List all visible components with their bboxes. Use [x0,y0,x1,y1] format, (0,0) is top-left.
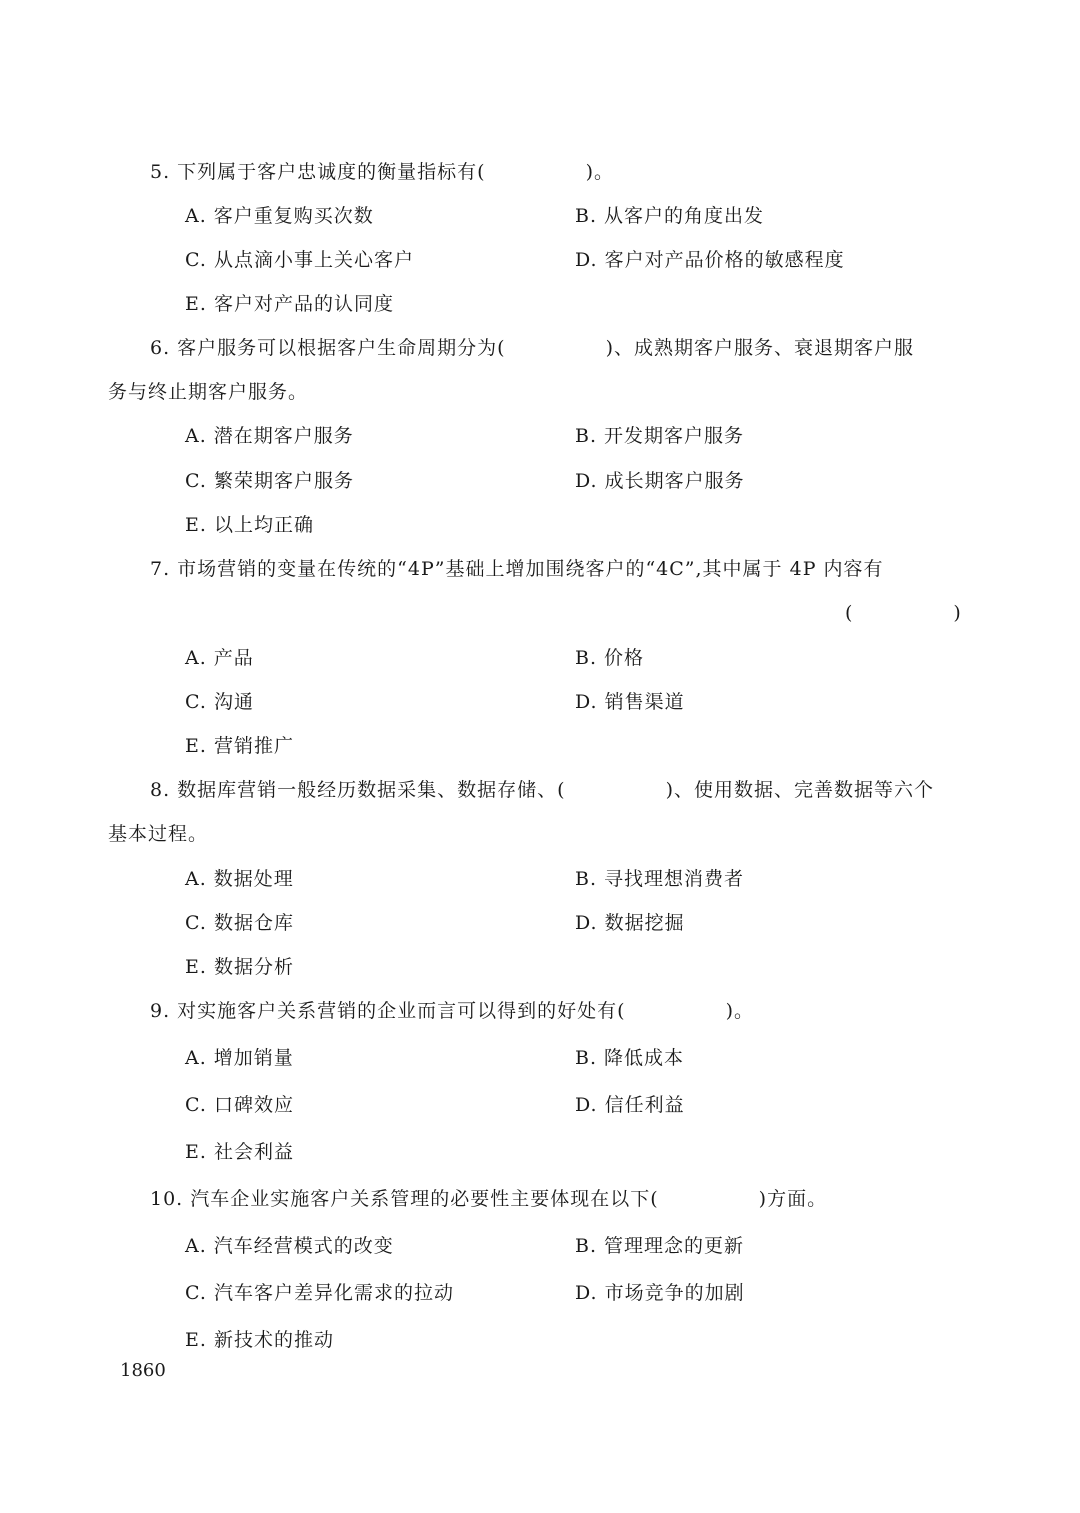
question-8-stem: 8. 数据库营销一般经历数据采集、数据存储、( )、使用数据、完善数据等六个 [150,779,934,801]
question-7-option-e: E. 营销推广 [185,735,294,757]
question-10-option-c: C. 汽车客户差异化需求的拉动 [185,1282,454,1304]
question-6-option-c: C. 繁荣期客户服务 [185,470,354,492]
question-7-stem: 7. 市场营销的变量在传统的“4P”基础上增加围绕客户的“4C”,其中属于 4P 内容有 [150,558,884,580]
question-9-option-d: D. 信任利益 [575,1094,685,1116]
question-5-option-c: C. 从点滴小事上关心客户 [185,249,414,271]
question-6-stem: 6. 客户服务可以根据客户生命周期分为( )、成熟期客户服务、衰退期客户服 [150,337,914,359]
question-10-option-b: B. 管理理念的更新 [575,1235,745,1257]
question-7-option-c: C. 沟通 [185,691,254,713]
question-10-option-e: E. 新技术的推动 [185,1329,334,1351]
question-8-option-d: D. 数据挖掘 [575,912,685,934]
question-6-option-b: B. 开发期客户服务 [575,425,745,447]
question-8-option-a: A. 数据处理 [185,868,294,890]
question-8-stem-cont: 基本过程。 [108,823,209,845]
question-7-option-b: B. 价格 [575,647,645,669]
question-5-stem: 5. 下列属于客户忠诚度的衡量指标有( )。 [150,161,614,183]
question-5-option-b: B. 从客户的角度出发 [575,205,765,227]
question-5-option-d: D. 客户对产品价格的敏感程度 [575,249,845,271]
question-6-option-d: D. 成长期客户服务 [575,470,745,492]
question-6-stem-cont: 务与终止期客户服务。 [108,381,309,403]
question-8-option-b: B. 寻找理想消费者 [575,868,745,890]
page-number: 1860 [120,1360,166,1381]
question-5-option-e: E. 客户对产品的认同度 [185,293,394,315]
question-9-stem: 9. 对实施客户关系营销的企业而言可以得到的好处有( )。 [150,1000,754,1022]
question-7-option-d: D. 销售渠道 [575,691,685,713]
question-8-option-e: E. 数据分析 [185,956,294,978]
question-6-option-e: E. 以上均正确 [185,514,314,536]
question-10-stem: 10. 汽车企业实施客户关系管理的必要性主要体现在以下( )方面。 [150,1188,828,1210]
question-7-answer-blank: ( ) [845,602,962,624]
question-8-option-c: C. 数据仓库 [185,912,294,934]
question-10-option-d: D. 市场竞争的加剧 [575,1282,745,1304]
question-9-option-c: C. 口碑效应 [185,1094,294,1116]
question-10-option-a: A. 汽车经营模式的改变 [185,1235,394,1257]
question-9-option-a: A. 增加销量 [185,1047,294,1069]
question-9-option-b: B. 降低成本 [575,1047,685,1069]
question-6-option-a: A. 潜在期客户服务 [185,425,354,447]
question-7-option-a: A. 产品 [185,647,254,669]
question-5-option-a: A. 客户重复购买次数 [185,205,374,227]
question-9-option-e: E. 社会利益 [185,1141,294,1163]
